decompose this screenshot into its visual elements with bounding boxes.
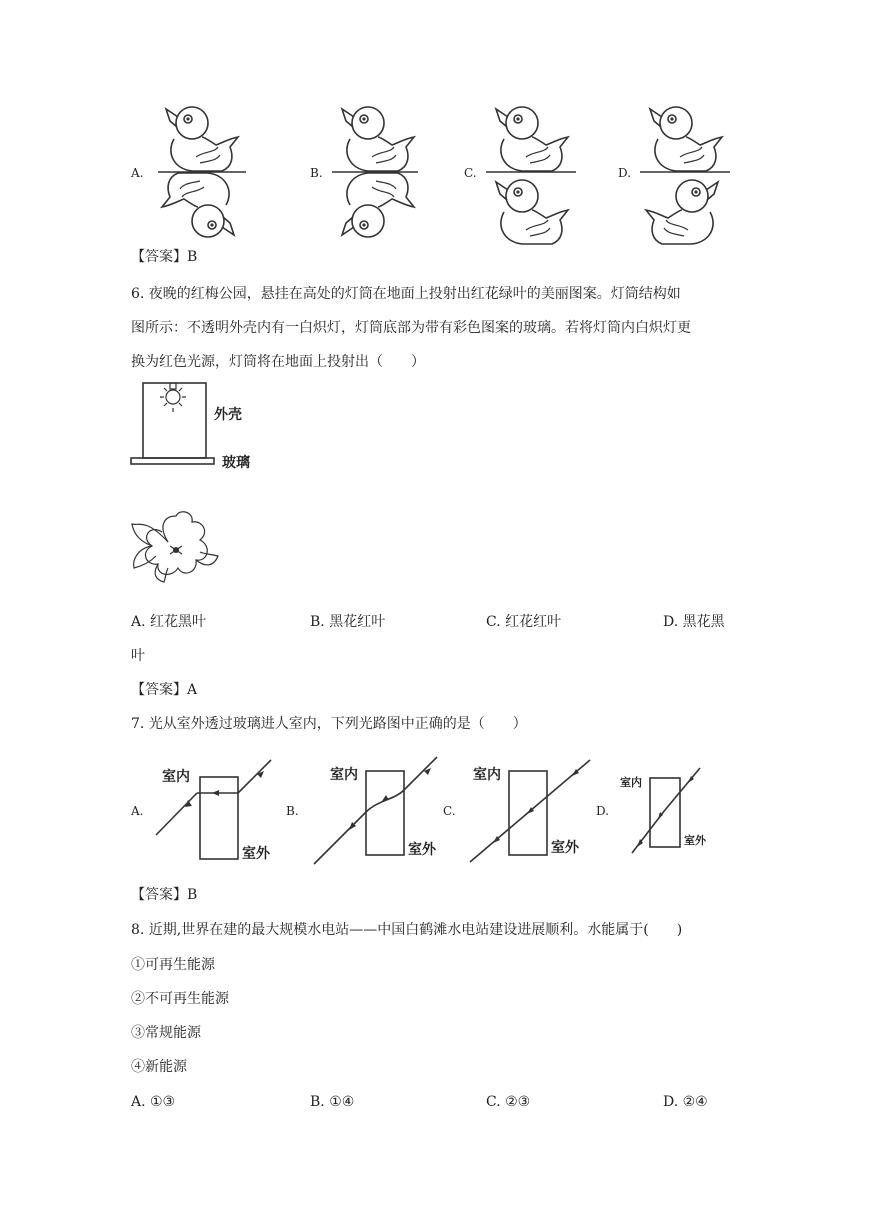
label-shell: 外壳 [214, 407, 242, 423]
q7-option-b-label: B. [286, 804, 299, 818]
q7-stem: 7. 光从室外透过玻璃进人室内，下列光路图中正确的是（ ） [131, 716, 527, 732]
q8-option-c: C. ②③ [486, 1094, 531, 1110]
q6-answer: 【答案】A [131, 682, 198, 698]
q8-option-a: A. ①③ [131, 1094, 176, 1110]
q8-item-1: ①可再生能源 [131, 957, 215, 973]
q6-option-a: A. 红花黑叶 [131, 614, 207, 630]
q6-option-b: B. 黑花红叶 [310, 614, 386, 630]
q5-option-d-label: D. [618, 166, 632, 180]
q6-option-d-wrap: 叶 [131, 648, 145, 664]
q7-answer: 【答案】B [131, 887, 198, 903]
q8-option-d: D. ②④ [663, 1094, 708, 1110]
q6-stem-line2: 图所示：不透明外壳内有一白炽灯，灯筒底部为带有彩色图案的玻璃。若将灯筒内白炽灯更 [131, 320, 691, 336]
q7-option-d-label: D. [596, 804, 610, 818]
q7-b-indoor: 室内 [330, 767, 358, 783]
q6-stem-line1: 6. 夜晚的红梅公园，悬挂在高处的灯筒在地面上投射出红花绿叶的美丽图案。灯筒结构如 [131, 286, 681, 302]
label-glass: 玻璃 [222, 455, 250, 471]
q8-item-4: ④新能源 [131, 1059, 187, 1075]
q7-b-outdoor: 室外 [408, 842, 436, 858]
q5-option-a-label: A. [131, 166, 144, 180]
q6-stem-line3: 换为红色光源，灯筒将在地面上投射出（ ） [131, 354, 425, 370]
q8-option-b: B. ①④ [310, 1094, 355, 1110]
q6-option-d: D. 黑花黑 [663, 614, 725, 630]
q7-c-outdoor: 室外 [551, 840, 579, 856]
q7-d-indoor: 室内 [620, 776, 642, 789]
q8-stem: 8. 近期,世界在建的最大规模水电站——中国白鹤滩水电站建设进展顺利。水能属于( ) [131, 922, 683, 938]
q7-d-outdoor: 室外 [684, 834, 706, 847]
q7-a-indoor: 室内 [162, 769, 190, 785]
q5-option-c-label: C. [464, 166, 477, 180]
q6-option-c: C. 红花红叶 [486, 614, 562, 630]
q7-a-outdoor: 室外 [242, 846, 270, 862]
q8-item-3: ③常规能源 [131, 1025, 201, 1041]
q8-item-2: ②不可再生能源 [131, 991, 229, 1007]
q7-c-indoor: 室内 [473, 767, 501, 783]
q5-option-b-label: B. [310, 166, 323, 180]
q7-option-a-label: A. [131, 804, 144, 818]
q5-answer: 【答案】B [131, 249, 198, 265]
q7-option-c-label: C. [443, 804, 456, 818]
